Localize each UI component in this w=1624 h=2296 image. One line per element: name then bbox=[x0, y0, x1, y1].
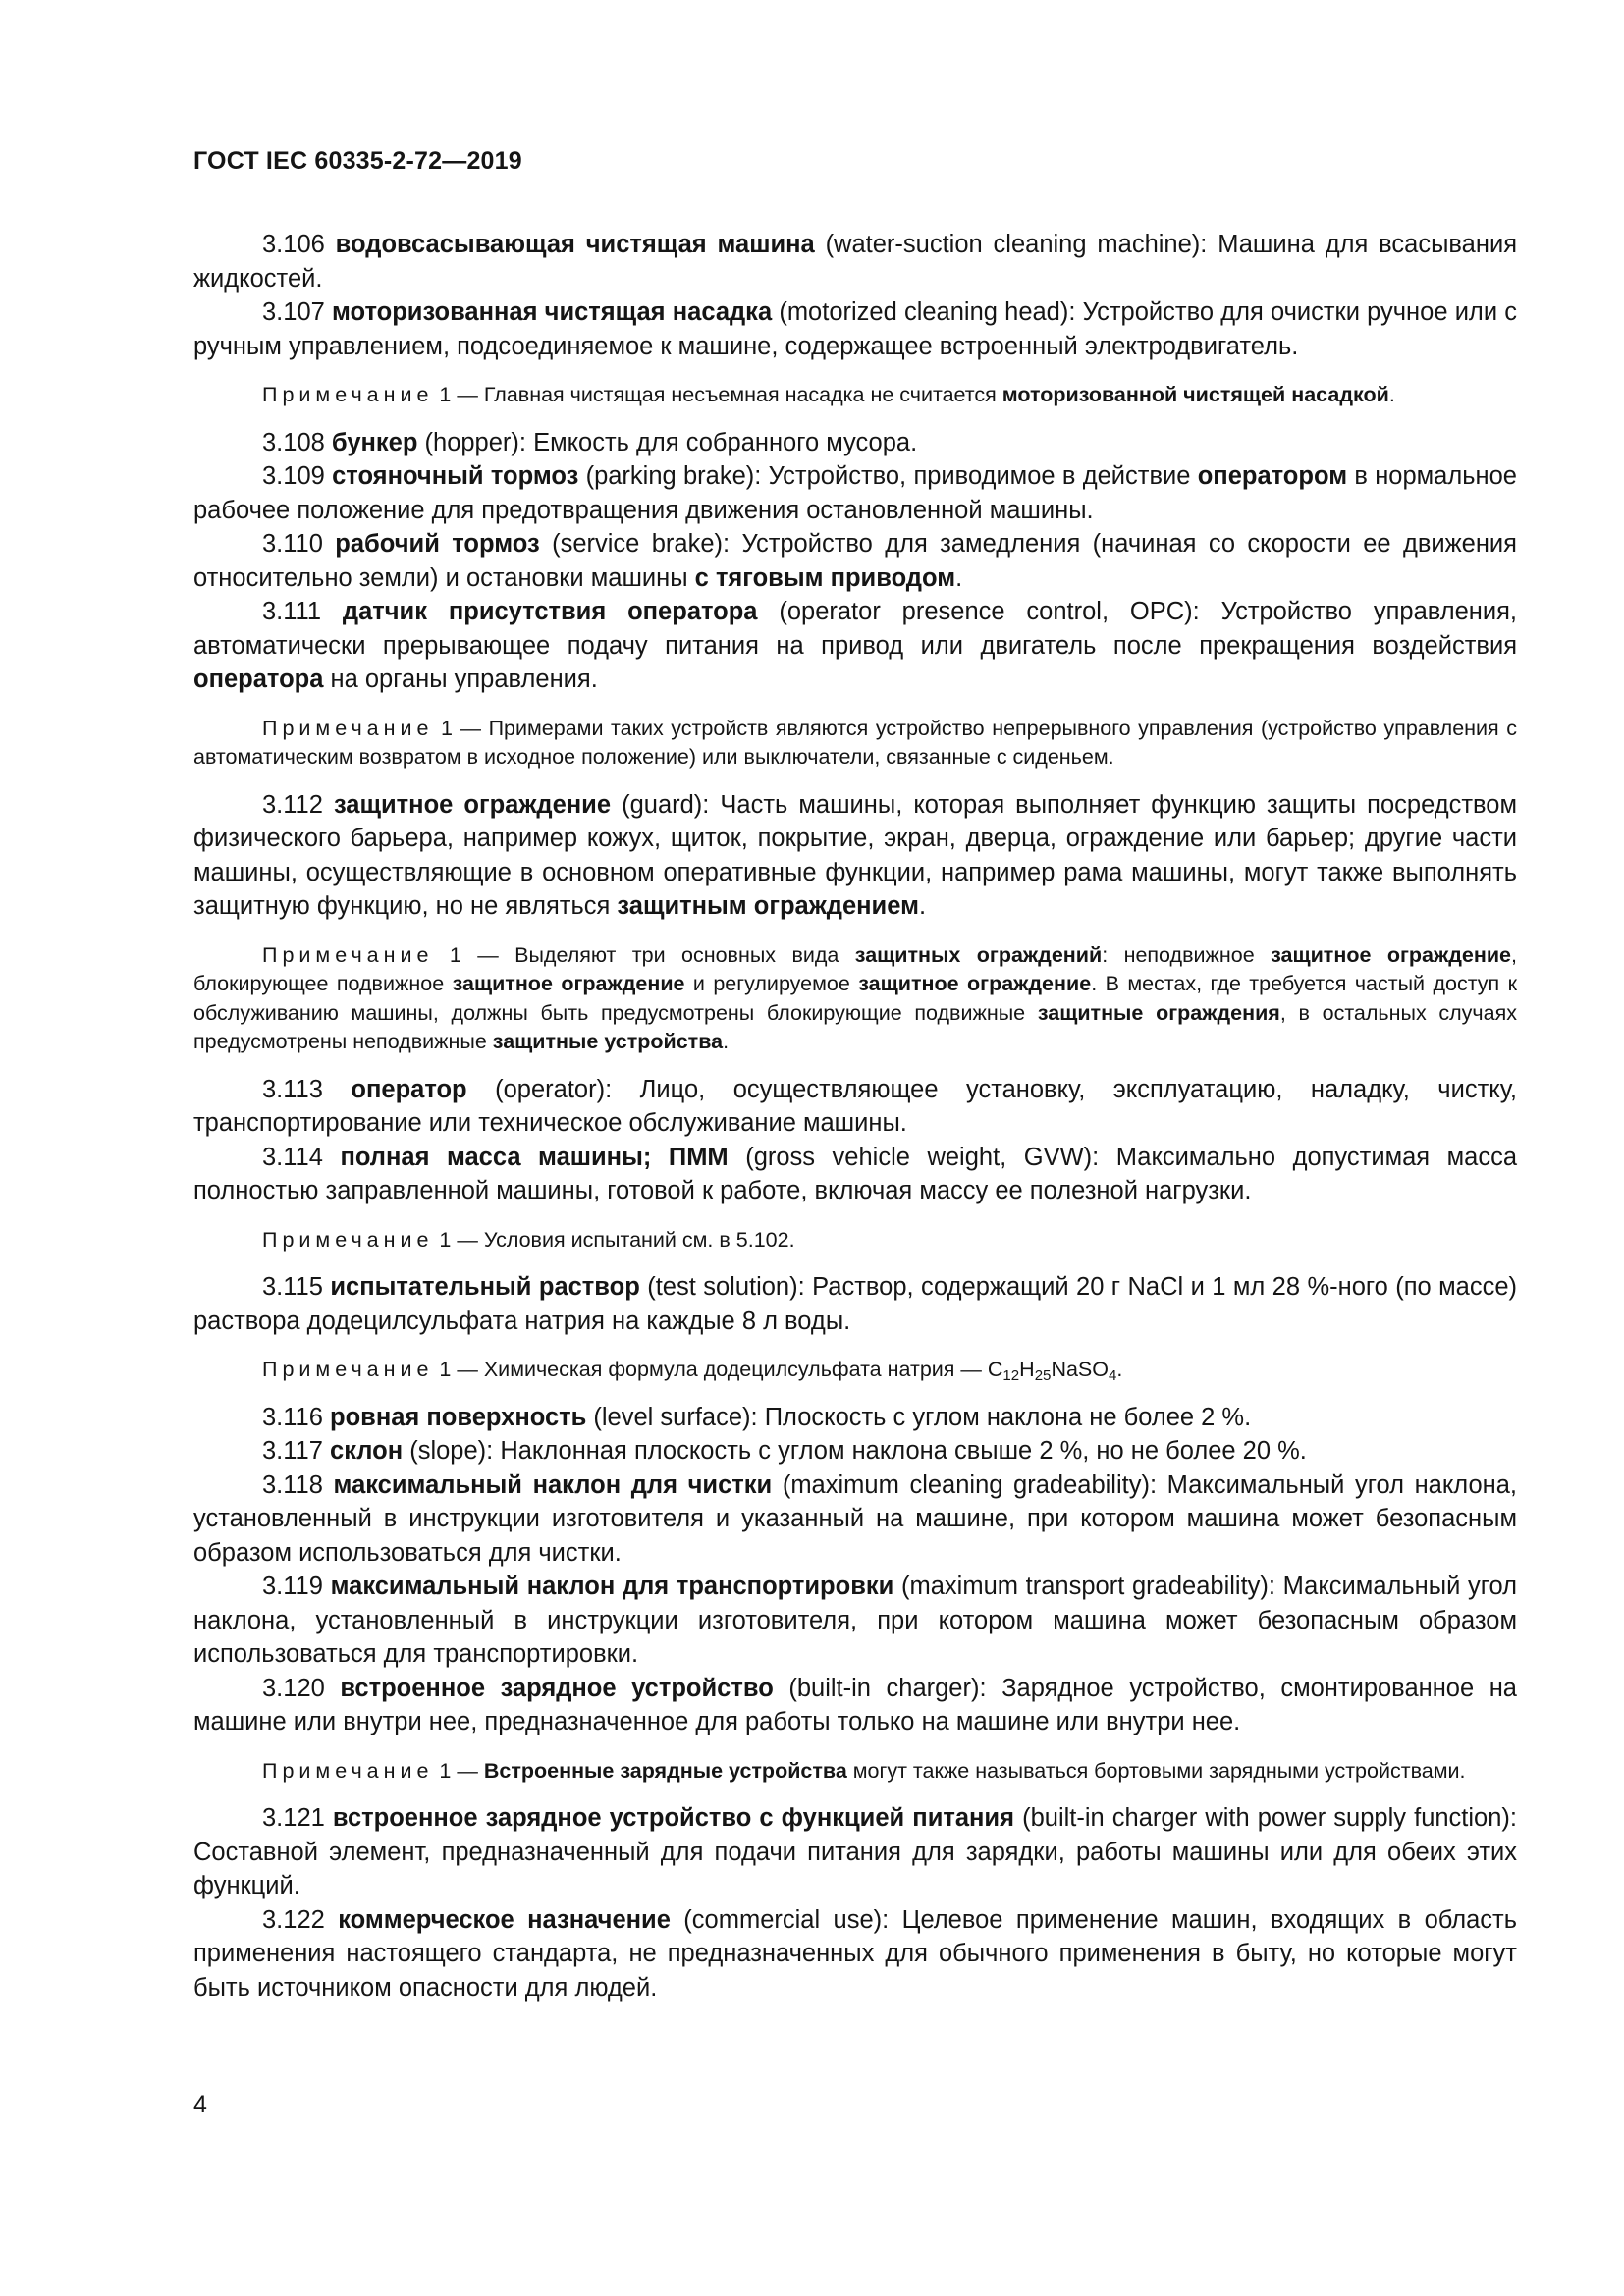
term-3-108: 3.108 бункер (hopper): Емкость для собранного мусора. bbox=[262, 428, 918, 456]
page-number: 4 bbox=[193, 2091, 207, 2118]
term-3-110: 3.110 рабочий тормоз (service brake): Устройство для замедления (начиная со скорости ее движения относительно земли) и остановки машины с тяговым приводом. bbox=[193, 530, 1517, 592]
term-3-112: 3.112 защитное ограждение (guard): Часть машины, которая выполняет функцию защиты посредством физического барьера, например кожух, щиток, покрытие, экран, дверца, ограждение или барьер; другие части машины, осуществляющие в основном оперативные функции, например рама машины, могут также выполнять защитную функцию, но не являться защитным ограждением. bbox=[193, 790, 1517, 920]
page-header: ГОСТ IEC 60335-2-72—2019 bbox=[193, 147, 522, 175]
term-3-106: 3.106 водовсасывающая чистящая машина (water-suction cleaning machine): Машина для всасывания жидкостей. bbox=[193, 231, 1517, 293]
note-label: Примечание bbox=[262, 716, 434, 740]
note-label: Примечание bbox=[262, 1758, 434, 1783]
term-3-111: 3.111 датчик присутствия оператора (operator presence control, OPC): Устройство управления, автоматически прерывающее подачу питания на привод или двигатель после прекращения воздействия оператора на органы управления. bbox=[193, 598, 1517, 693]
term-3-113: 3.113 оператор (operator): Лицо, осуществляющее установку, эксплуатацию, наладку, чистку, транспортирование или техническое обслуживание машины. bbox=[193, 1075, 1517, 1137]
note-3-112: Примечание 1 — Выделяют три основных вида защитных ограждений: неподвижное защитное ограждение, блокирующее подвижное защитное ограждение и регулируемое защитное ограждение. В местах, где требуется частый доступ к обслуживанию машины, должны быть предусмотрены блокирующие подвижные защитные ограждения, в остальных случаях предусмотрены неподвижные защитные устройства. bbox=[193, 942, 1518, 1053]
note-label: Примечание bbox=[262, 942, 434, 967]
note-label: Примечание bbox=[262, 383, 434, 406]
term-3-115: 3.115 испытательный раствор (test solution): Раствор, содержащий 20 г NaCl и 1 мл 28 %-ного (по массе) раствора додецилсульфата натрия на каждые 8 л воды. bbox=[193, 1273, 1517, 1335]
note-3-111: Примечание 1 — Примерами таких устройств являются устройство непрерывного управления (устройство управления с автоматическим возвратом в исходное положение) или выключатели, связанные с сиденьем. bbox=[193, 716, 1517, 769]
note-label: Примечание bbox=[262, 1227, 434, 1252]
note-3-114: Примечание 1 — Условия испытаний см. в 5.102. bbox=[262, 1227, 795, 1252]
term-3-117: 3.117 склон (slope): Наклонная плоскость с углом наклона свыше 2 %, но не более 20 %. bbox=[262, 1437, 1307, 1465]
definitions-body bbox=[193, 228, 1517, 2004]
term-3-122: 3.122 коммерческое назначение (commercial use): Целевое применение машин, входящих в область применения настоящего стандарта, не предназначенных для обычного применения в быту, но которые могут быть источником опасности для людей. bbox=[193, 1905, 1517, 2002]
term-3-118: 3.118 максимальный наклон для чистки (maximum cleaning gradeability): Максимальный угол наклона, установленный в инструкции изготовителя и указанный на машине, при котором машина может безопасным образом использоваться для чистки. bbox=[193, 1470, 1517, 1567]
note-3-107: Примечание 1 — Главная чистящая несъемная насадка не считается моторизованной чистящей насадкой. bbox=[262, 383, 1395, 406]
note-label: Примечание bbox=[262, 1358, 434, 1381]
note-3-120: Примечание 1 — Встроенные зарядные устройства могут также называться бортовыми зарядными устройствами. bbox=[262, 1758, 1466, 1783]
term-3-107: 3.107 моторизованная чистящая насадка (motorized cleaning head): Устройство для очистки ручное или с ручным управлением, подсоединяемое к машине, содержащее встроенный электродвигатель. bbox=[193, 298, 1517, 360]
term-3-119: 3.119 максимальный наклон для транспортировки (maximum transport gradeability): Максимальный угол наклона, установленный в инструкции изготовителя, при котором машина может безопасным образом использоваться для транспортировки. bbox=[193, 1573, 1517, 1668]
term-3-114: 3.114 полная масса машины; ПММ (gross vehicle weight, GVW): Максимально допустимая масса полностью заправленной машины, готовой к работе, включая массу ее полезной нагрузки. bbox=[193, 1143, 1518, 1204]
term-3-116: 3.116 ровная поверхность (level surface): Плоскость с углом наклона не более 2 %. bbox=[262, 1403, 1252, 1431]
term-3-120: 3.120 встроенное зарядное устройство (built-in charger): Зарядное устройство, смонтированное на машине или внутри нее, предназначенное для работы только на машине или внутри нее. bbox=[193, 1674, 1517, 1735]
term-3-121: 3.121 встроенное зарядное устройство с функцией питания (built-in charger with power supply function): Составной элемент, предназначенный для подачи питания для зарядки, работы машины или для обеих этих функций. bbox=[193, 1804, 1517, 1899]
term-3-109: 3.109 стояночный тормоз (parking brake): Устройство, приводимое в действие оператором в нормальное рабочее положение для предотвращения движения остановленной машины. bbox=[193, 462, 1517, 524]
note-3-115: Примечание 1 — Химическая формула додецилсульфата натрия — $C_{12}H_{25}NaSO_4$. bbox=[262, 1358, 1123, 1384]
